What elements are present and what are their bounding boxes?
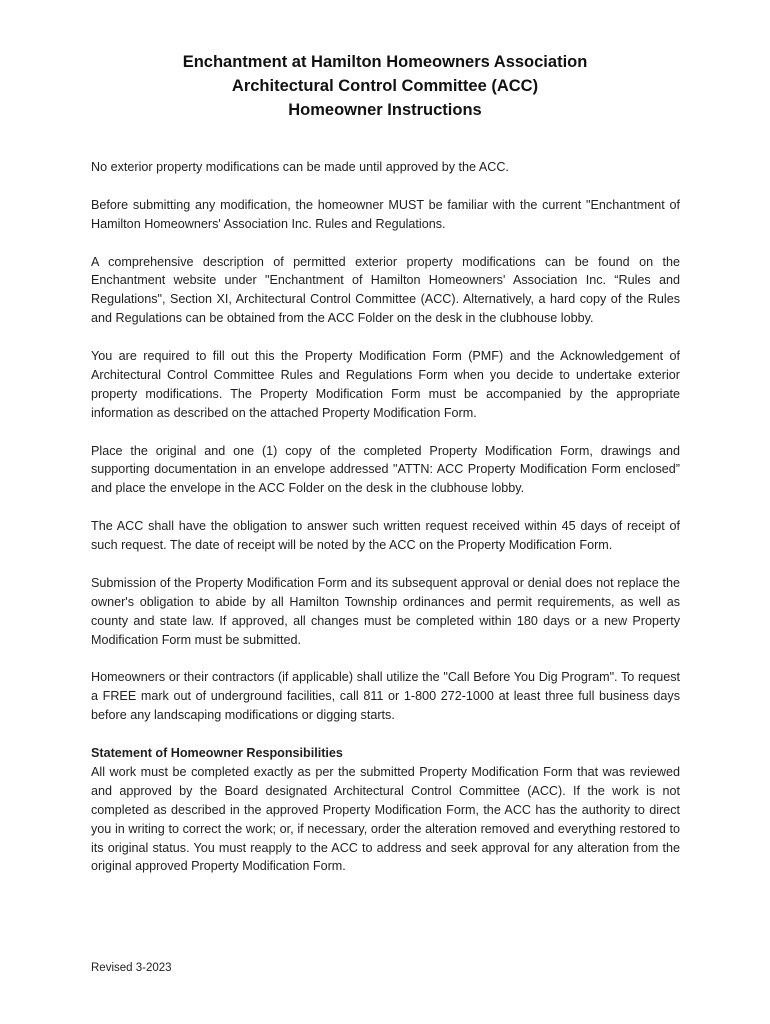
- paragraph-familiarity: Before submitting any modification, the homeowner MUST be familiar with the current "Enchantment of Hamilton Homeowners' Association Inc. Rules and Regulations.: [91, 197, 680, 231]
- revision-footer: Revised 3-2023: [91, 962, 172, 974]
- document-title-committee: Architectural Control Committee (ACC): [231, 77, 539, 95]
- document-title-instructions: Homeowner Instructions: [288, 101, 482, 119]
- document-body: [91, 158, 680, 876]
- paragraph-required-forms: You are required to fill out this the Property Modification Form (PMF) and the Acknowledgement of Architectural Control Committee Rules and Regulations Form when you decide to undertake exterior property modifications. The Property Modification Form must be accompanied by the appropriate information as described on the attached Property Modification Form.: [91, 349, 680, 420]
- paragraph-rules-location: A comprehensive description of permitted exterior property modifications can be found on the Enchantment website under "Enchantment of Hamilton Homeowners' Association Inc. “Rules and Regulations", Section XI, Architectural Control Committee (ACC). Alternatively, a hard copy of the Rules and Regulations can be obtained from the ACC Folder on the desk in the clubhouse lobby.: [91, 254, 680, 326]
- paragraph-call-before-dig: Homeowners or their contractors (if applicable) shall utilize the "Call Before You Dig Program". To request a FREE mark out of underground facilities, call 811 or 1-800 272-1000 at least three full business days before any landscaping modifications or digging starts.: [91, 670, 680, 723]
- responsibilities-section: [91, 744, 680, 876]
- document-title-association: Enchantment at Hamilton Homeowners Association: [182, 53, 588, 71]
- paragraph-township-obligations: Submission of the Property Modification Form and its subsequent approval or denial does not replace the owner's obligation to abide by all Hamilton Township ordinances and permit requirements, as well as county and state law. If approved, all changes must be completed within 180 days or a new Property Modification Form must be submitted.: [91, 575, 680, 647]
- responsibilities-body: All work must be completed exactly as per the submitted Property Modification Form that was reviewed and approved by the Board designated Architectural Control Committee (ACC). If the work is not completed as described in the approved Property Modification Form, the ACC has the authority to direct you in writing to correct the work; or, if necessary, order the alteration removed and everything restored to its original status. You must reapply to the ACC to address and seek approval for any alteration from the original approved Property Modification Form.: [91, 764, 680, 874]
- paragraph-response-time: The ACC shall have the obligation to answer such written request received within 45 days of receipt of such request. The date of receipt will be noted by the ACC on the Property Modification Form.: [91, 519, 680, 553]
- paragraph-submission-envelope: Place the original and one (1) copy of the completed Property Modification Form, drawings and supporting documentation in an envelope addressed "ATTN: ACC Property Modification Form enclosed” and place the envelope in the ACC Folder on the desk in the clubhouse lobby.: [91, 443, 680, 496]
- responsibilities-heading: Statement of Homeowner Responsibilities: [91, 745, 343, 760]
- paragraph-no-modifications: No exterior property modifications can be made until approved by the ACC.: [91, 160, 509, 174]
- document-title-block: [0, 50, 770, 122]
